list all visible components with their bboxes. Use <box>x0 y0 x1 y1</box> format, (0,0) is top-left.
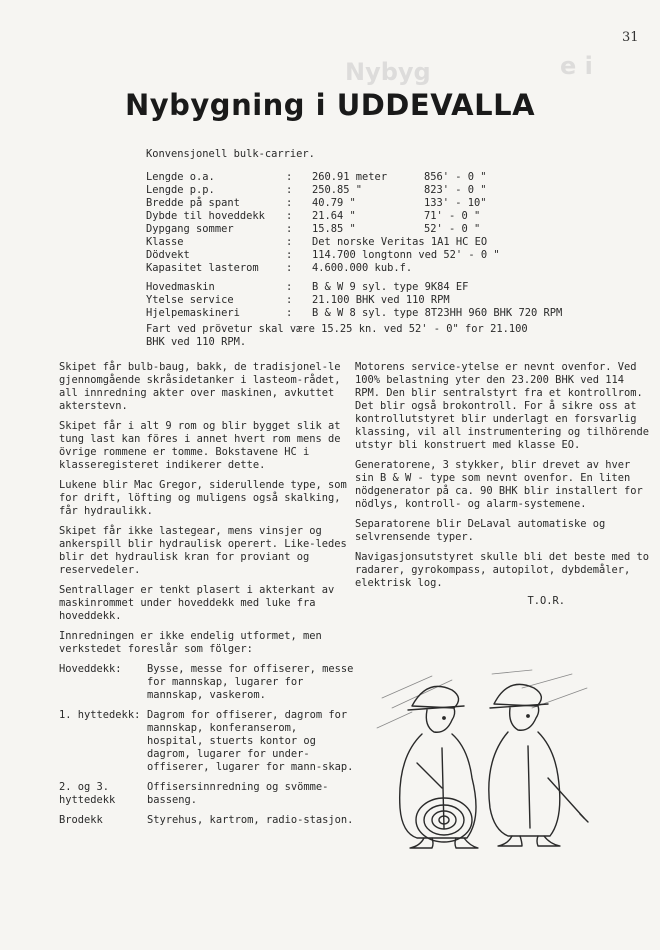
machinery-row: Hovedmaskin : B & W 9 syl. type 9K84 EF <box>146 281 469 293</box>
machinery-row: Ytelse service : 21.100 BHK ved 110 RPM <box>146 294 450 306</box>
machinery-value: B & W 8 syl. type 8T23HH 960 BHK 720 RPM <box>312 307 563 319</box>
body-paragraph: Lukene blir Mac Gregor, siderullende type, som for drift, löfting og muligens også skalking, får hydraulikk. <box>59 479 347 517</box>
deck-description: Dagrom for offiserer, dagrom for mannskap, konferanserom, hospital, stuerts kontor og dagrom, lugarer for under-offiserer, lugarer for mann-skap. <box>147 709 354 773</box>
deck-name: 2. og 3. hyttedekk <box>59 781 116 806</box>
spec-value-metric: 21.64 " <box>312 210 356 222</box>
deck-description: Bysse, messe for offiserer, messe for mannskap, lugarer for mannskap, vaskerom. <box>147 663 354 701</box>
spec-label: Dypgang sommer <box>146 223 234 235</box>
bleed-through-text: Nybyg <box>345 58 431 86</box>
spec-label: Lengde p.p. <box>146 184 215 196</box>
machinery-table <box>146 281 626 320</box>
author-signature: T.O.R. <box>527 595 565 607</box>
spec-value-metric: 15.85 " <box>312 223 356 235</box>
body-paragraph: Sentrallager er tenkt plasert i akterkant av maskinrommet under hoveddekk med luke fra hoveddekk. <box>59 584 335 622</box>
spec-value-metric: Det norske Veritas 1A1 HC EO <box>312 236 488 248</box>
body-paragraph: Skipet får i alt 9 rom og blir bygget slik at tung last kan föres i annet hvert rom mens de övrige rommene er tomme. Bokstavene HC i klasseregisteret indikerer dette. <box>59 420 341 471</box>
trial-speed-note <box>146 323 626 349</box>
left-column <box>59 361 359 834</box>
spec-value-metric: 114.700 longtonn ved 52' - 0 " <box>312 249 500 261</box>
spec-row: Bredde på spant : 40.79 " 133' - 10" <box>146 197 487 209</box>
spec-row: Kapasitet lasterom : 4.600.000 kub.f. <box>146 262 413 274</box>
machinery-value: 21.100 BHK ved 110 RPM <box>312 294 450 306</box>
spec-label: Dybde til hoveddekk <box>146 210 265 222</box>
deck-name: Brodekk <box>59 814 103 826</box>
machinery-label: Hovedmaskin <box>146 281 215 293</box>
spec-label: Dödvekt <box>146 249 190 261</box>
spec-label: Lengde o.a. <box>146 171 215 183</box>
accommodation-list <box>59 663 359 827</box>
spec-row: Dybde til hoveddekk : 21.64 " 71' - 0 " <box>146 210 481 222</box>
body-paragraph: Skipet får ikke lastegear, mens vinsjer og ankerspill blir hydraulisk operert. Like-ledes blir det hydraulisk kran for proviant og reservedeler. <box>59 525 347 576</box>
spec-row: Lengde p.p. : 250.85 " 823' - 0 " <box>146 184 487 196</box>
spec-value-imperial: 133' - 10" <box>424 197 487 209</box>
spec-value-imperial: 71' - 0 " <box>424 210 481 222</box>
spec-value-imperial: 823' - 0 " <box>424 184 487 196</box>
machinery-value: B & W 9 syl. type 9K84 EF <box>312 281 469 293</box>
trial-speed-line: Fart ved prövetur skal være 15.25 kn. ved 52' - 0" for 21.100 <box>146 323 528 335</box>
article-subtitle: Konvensjonell bulk-carrier. <box>146 148 315 160</box>
accommodation-item <box>59 709 359 774</box>
body-paragraph: Motorens service-ytelse er nevnt ovenfor. Ved 100% belastning yter den 23.200 BHK ved 114 RPM. Den blir sentralstyrt fra et kontrollrom. Det blir også brokontroll. For å sikre oss at kontrollutstyret blir underlagt en forsvarlig klassing, vil all instrumentering og tilhörende utstyr bli konstruert med klasse EO. <box>355 361 650 451</box>
spec-label: Bredde på spant <box>146 197 240 209</box>
spec-value-imperial: 52' - 0 " <box>424 223 481 235</box>
spec-value-metric: 4.600.000 kub.f. <box>312 262 413 274</box>
specification-table <box>146 171 626 275</box>
spec-label: Klasse <box>146 236 184 248</box>
machinery-label: Ytelse service <box>146 294 234 306</box>
spec-value-metric: 250.85 " <box>312 184 363 196</box>
article-title: Nybygning i UDDEVALLA <box>124 88 536 122</box>
machinery-row: Hjelpemaskineri : B & W 8 syl. type 8T23HH 960 BHK 720 RPM <box>146 307 563 319</box>
machinery-label: Hjelpemaskineri <box>146 307 240 319</box>
spec-label: Kapasitet lasterom <box>146 262 259 274</box>
spec-row: Klasse : Det norske Veritas 1A1 HC EO <box>146 236 488 248</box>
trial-speed-line: BHK ved 110 RPM. <box>146 336 247 348</box>
spec-value-metric: 260.91 meter <box>312 171 388 183</box>
body-paragraph: Innredningen er ikke endelig utformet, men verkstedet foreslår som fölger: <box>59 630 322 655</box>
body-paragraph: Separatorene blir DeLaval automatiske og selvrensende typer. <box>355 518 606 543</box>
firemen-cartoon-illustration <box>372 668 592 853</box>
spec-value-imperial: 856' - 0 " <box>424 171 487 183</box>
right-column <box>355 361 655 608</box>
body-paragraph: Skipet får bulb-baug, bakk, de tradisjonel-le gjennomgående skråsidetanker i lasteom-rådet, all innredning akter over maskinen, avkuttet akterstevn. <box>59 361 341 412</box>
spec-row: Dypgang sommer : 15.85 " 52' - 0 " <box>146 223 481 235</box>
deck-description: Offisersinnredning og svömme-basseng. <box>147 781 329 806</box>
accommodation-item <box>59 663 359 702</box>
page-number: 31 <box>622 30 639 45</box>
body-paragraph: Generatorene, 3 stykker, blir drevet av hver sin B & W - type som nevnt ovenfor. En liten nödgenerator på ca. 90 BHK blir installert for nödlys, kontroll- og alarm-systemene. <box>355 459 643 510</box>
spec-row: Dödvekt : 114.700 longtonn ved 52' - 0 " <box>146 249 500 261</box>
deck-name: Hoveddekk: <box>59 663 122 675</box>
bleed-through-text: e i <box>560 52 593 80</box>
accommodation-item <box>59 814 359 827</box>
spec-row: Lengde o.a. : 260.91 meter 856' - 0 " <box>146 171 487 183</box>
deck-description: Styrehus, kartrom, radio-stasjon. <box>147 814 354 826</box>
deck-name: 1. hyttedekk: <box>59 709 141 721</box>
spec-value-metric: 40.79 " <box>312 197 356 209</box>
accommodation-item <box>59 781 359 807</box>
body-paragraph: Navigasjonsutstyret skulle bli det beste med to radarer, gyrokompass, autopilot, dybdemåler, elektrisk log. <box>355 551 650 589</box>
